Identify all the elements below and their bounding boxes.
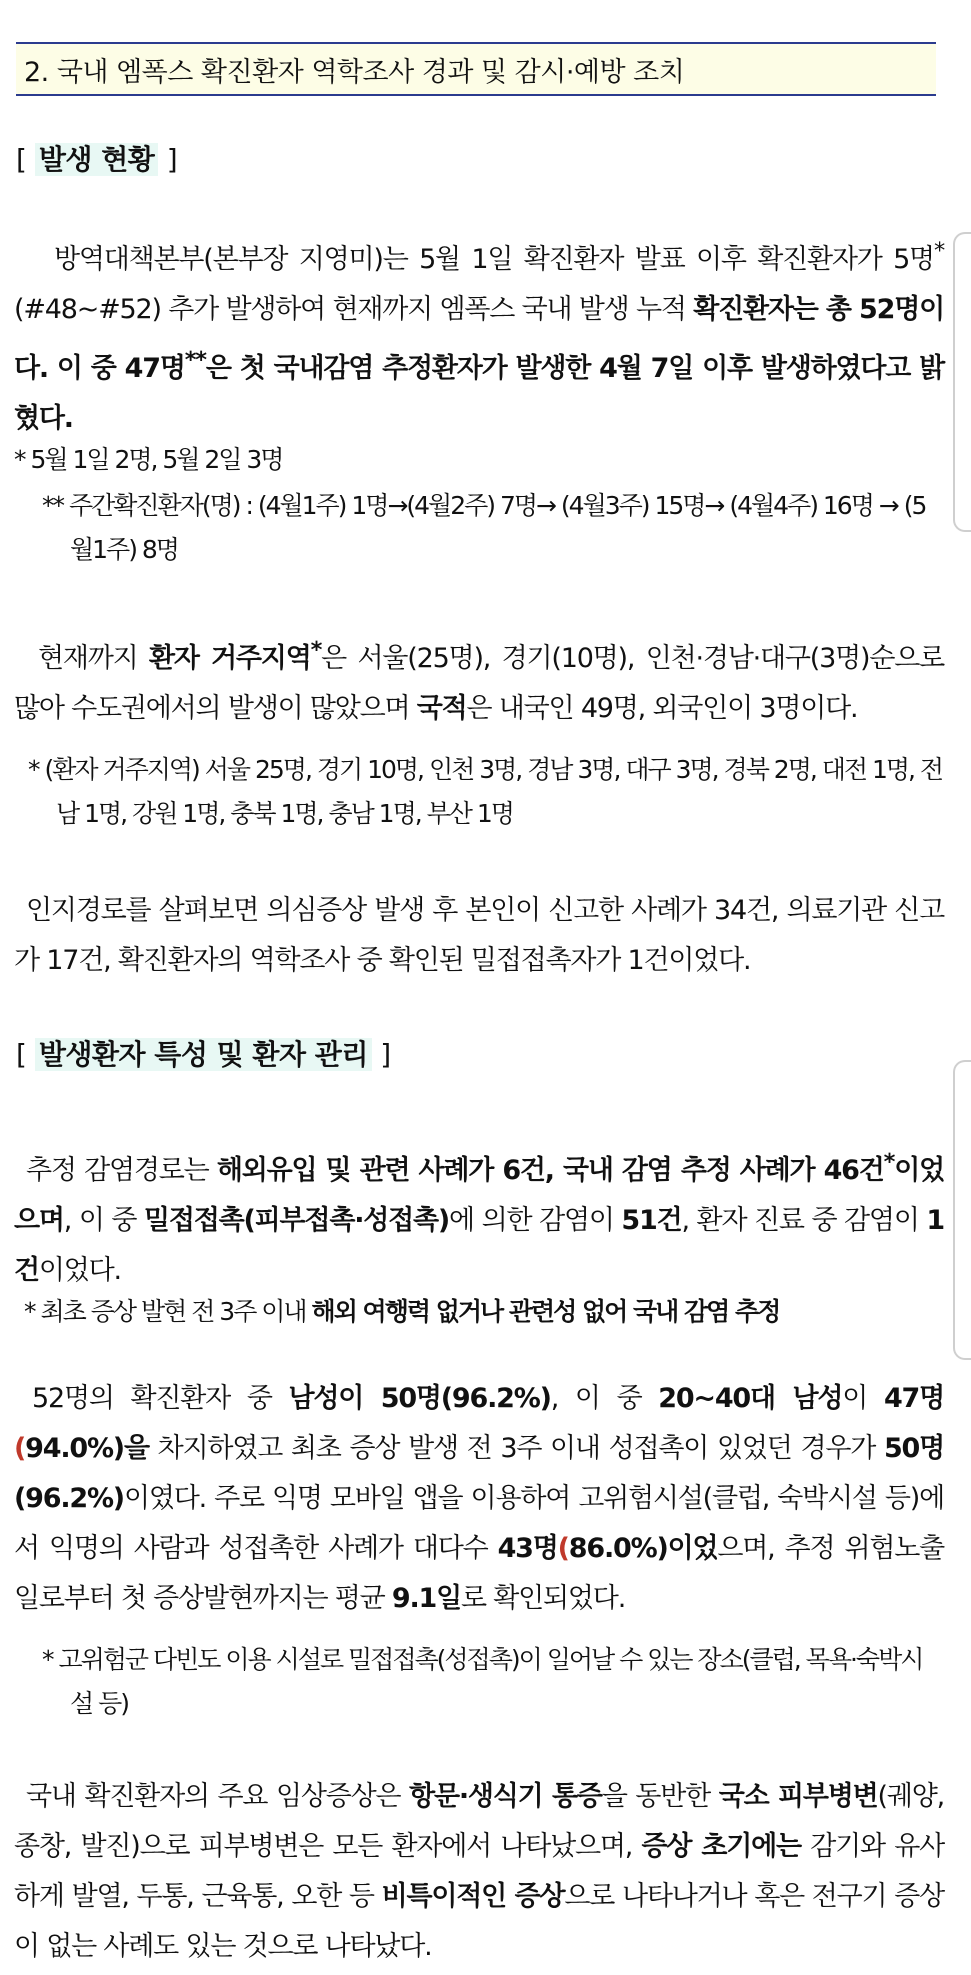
status-note-1: * 5월 1일 2명, 5월 2일 3명 (14, 445, 283, 474)
section-title-bar (16, 42, 936, 96)
characteristics-paragraph-2: 52명의 확진환자 중 남성이 50명(96.2%), 이 중 20~40대 남성이 47명(94.0%)을 차지하였고 최초 증상 발생 전 3주 이내 성접촉이 있었던 경우가 50명(96.2%)이였다. 주로 익명 모바일 앱을 이용하여 고위험시설(클럽, 숙박시설 등)에서 익명의 사람과 성접촉한 사례가 대다수 43명(86.0%)이었으며, 추정 위험노출일로부터 첫 증상발현까지는 평균 9.1일로 확인되었다. (14, 1383, 945, 1614)
subheading-characteristics: [ 발생환자 특성 및 환자 관리 ] (16, 1038, 391, 1071)
subheading-status: [ 발생 현황 ] (16, 143, 178, 176)
characteristics-paragraph-1: 추정 감염경로는 해외유입 및 관련 사례가 6건, 국내 감염 추정 사례가 46건*이었으며, 이 중 밀접접촉(피부접촉·성접촉)에 의한 감염이 51건, 환자 진료 중 감염이 1건이었다. (14, 1149, 944, 1286)
section-title: 2. 국내 엠폭스 확진환자 역학조사 경과 및 감시·예방 조치 (24, 56, 685, 88)
characteristics-note-1: * 최초 증상 발현 전 3주 이내 해외 여행력 없거나 관련성 없어 국내 감염 추정 (24, 1297, 780, 1326)
status-note-2: ** 주간확진환자(명) : (4월1주) 1명→(4월2주) 7명→ (4월3주) 15명→ (4월4주) 16명 → (5월1주) 8명 (42, 491, 926, 564)
status-paragraph-2: 현재까지 환자 거주지역*은 서울(25명), 경기(10명), 인천·경남·대구(3명)순으로 많아 수도권에서의 발생이 많았으며 국적은 내국인 49명, 외국인이 3명이다. (14, 637, 944, 724)
side-bracket (953, 1060, 971, 1360)
side-bracket (953, 232, 971, 532)
subheading-status-label: 발생 현황 (35, 143, 158, 176)
characteristics-paragraph-3: 국내 확진환자의 주요 임상증상은 항문·생식기 통증을 동반한 국소 피부병변(궤양, 종창, 발진)으로 피부병변은 모든 환자에서 나타났으며, 증상 초기에는 감기와 유사하게 발열, 두통, 근육통, 오한 등 비특이적인 증상으로 나타나거나 혹은 전구기 증상이 없는 사례도 있는 것으로 나타났다. (14, 1781, 945, 1962)
status-note-3: * (환자 거주지역) 서울 25명, 경기 10명, 인천 3명, 경남 3명, 대구 3명, 경북 2명, 대전 1명, 전남 1명, 강원 1명, 충북 1명, 충남 1명, 부산 1명 (28, 755, 943, 828)
characteristics-note-2: * 고위험군 다빈도 이용 시설로 밀접접촉(성접촉)이 일어날 수 있는 장소(클럽, 목욕·숙박시설 등) (42, 1645, 923, 1718)
status-paragraph-1: 방역대책본부(본부장 지영미)는 5월 1일 확진환자 발표 이후 확진환자가 5명*(#48~#52) 추가 발생하여 현재까지 엠폭스 국내 발생 누적 확진환자는 총 52명이다. 이 중 47명**은 첫 국내감염 추정환자가 발생한 4월 7일 이후 발생하였다고 밝혔다. (14, 238, 944, 434)
subheading-characteristics-label: 발생환자 특성 및 환자 관리 (35, 1038, 372, 1071)
status-paragraph-3: 인지경로를 살펴보면 의심증상 발생 후 본인이 신고한 사례가 34건, 의료기관 신고가 17건, 확진환자의 역학조사 중 확인된 밀접접촉자가 1건이었다. (14, 895, 944, 976)
